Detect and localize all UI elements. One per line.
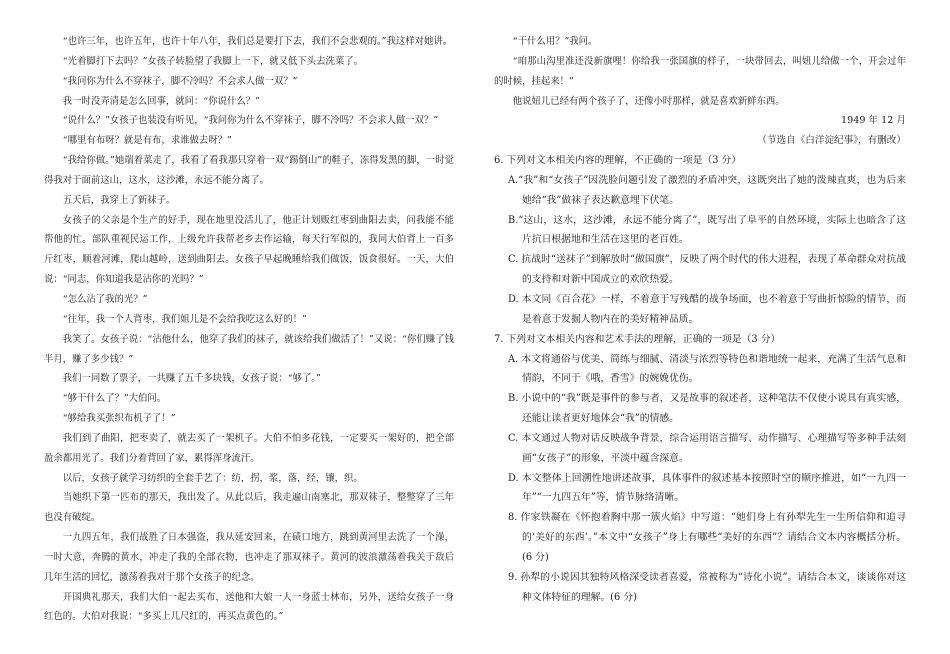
date-line: 1949 年 12 月 xyxy=(841,115,906,127)
option-c: C. 本文通过人物对话反映战争背景，综合运用语言描写、动作描写、心理描写等多种手法刻画“女孩子”的形象，平淡中蕴含深意。 xyxy=(508,432,906,464)
question-9 xyxy=(494,568,906,608)
story-paragraph: 以后，女孩子就学习纺织的全套手艺了：纺，拐，浆，落，经，镶，织。 xyxy=(62,472,363,484)
story-paragraph: 我一时没弄清是怎么回事，就问：“你说什么？” xyxy=(62,95,260,107)
story-paragraph: 我们到了曲阳，把枣卖了，就去买了一架机子。大伯不怕多花钱，一定要买一架好的，把全部盈余都用光了。我们分着背回了家，累得浑身流汗。 xyxy=(44,432,454,464)
right-column xyxy=(494,32,906,607)
story-paragraph: “够干什么了？”大伯问。 xyxy=(62,393,167,405)
story-paragraph: 开国典礼那天，我们大伯一起去买布，送他和大娘一人一身蓝士林布，另外，送给女孩子一身红色的。大伯对我说：“多买上几尺红的，再买点黄色的。” xyxy=(44,591,454,623)
option-d: D. 本文同《百合花》一样，不着意于写残酷的战争场面，也不着意于写曲折惊险的情节，而是着意于发掘人物内在的美好精神品质。 xyxy=(508,293,906,325)
story-paragraph: “哪里有布呀？就是有布，求谁做去呀？” xyxy=(62,135,232,147)
story-paragraph: “咱那山沟里准还没新旗哩！你给我一张国旗的样子，一块带回去，叫妞儿给做一个，开会过年的时候，挂起来！” xyxy=(494,55,906,87)
story-paragraph: “也许三年，也许五年，也许十年八年，我们总是要打下去，我们不会悲观的。”我这样对她讲。 xyxy=(62,36,453,47)
story-paragraph: “光着脚打下去吗？”女孩子转脸望了我脚上一下，就又低下头去洗菜了。 xyxy=(62,55,364,67)
story-paragraph: 五天后，我穿上了新袜子。 xyxy=(62,194,176,206)
story-paragraph: 我笑了。女孩子说：“沾他什么，他穿了我们的袜子，就该给我们做活了！”又说：“你们赚了钱半月，赚了多少钱？” xyxy=(44,333,454,365)
question-stem: 6. 下列对文本相关内容的理解，不正确的一项是（3 分） xyxy=(494,155,742,167)
source-line: （节选自《白洋淀纪事》，有删改） xyxy=(757,135,906,147)
story-paragraph: “往年，我一个人背枣，我们姐儿是不会给我吃这么好的！” xyxy=(62,313,307,325)
option-a: A.“我”和“女孩子”因洗脸问题引发了激烈的矛盾冲突，这既突出了她的泼辣直爽，也为后来她给“我”做袜子表达歉意埋下伏笔。 xyxy=(508,174,906,206)
option-b: B.“这山，这水，这沙滩，永远不能分离了”，既写出了阜平的自然环境，实际上也暗含了这片抗日根据地和生活在这里的老百姓。 xyxy=(508,214,906,246)
question-6 xyxy=(494,151,906,330)
story-paragraph: “干什么用？”我问。 xyxy=(512,36,598,47)
story-paragraph: 他说妞儿已经有两个孩子了，还像小时那样，就是喜欢新鲜东西。 xyxy=(512,95,785,107)
question-8 xyxy=(494,508,906,568)
question-stem: 8. 作家铁凝在《怀抱着胸中那一簇火焰》中写道：“她们身上有孙犁先生一生所信仰和追寻的‘美好的东西’。”本文中“女孩子”身上有哪些“美好的东西”？请结合文本内容概括分析。(6 分) xyxy=(508,512,906,563)
story-paragraph: “我给你做。”她端着菜走了，我看了看我那只穿着一双“踢倒山”的鞋子，冻得发黑的脚，一时觉得我对于面前这山，这水，这沙滩，永远不能分离了。 xyxy=(44,155,454,186)
option-b: B. 小说中的“我”既是事件的参与者，又是故事的叙述者，这种笔法不仅使小说具有真实感，还能让读者更好地体会“我”的情感。 xyxy=(508,393,906,425)
story-paragraph: 女孩子的父亲是个生产的好手，现在地里没活儿了，他正计划贩红枣到曲阳去卖，问我能不能帮他的忙。部队重视民运工作，上级允许我帮老乡去作运输，每天行军似的，我同大伯背上一百多斤红枣，顺着河滩，爬山越岭，送到曲阳去。女孩子早起晚睡给我们做饭，饭食很好。一天，大伯说：“同志，你知道我是沾你的光吗？” xyxy=(44,214,454,286)
option-a: A. 本文将通俗与优美、简练与细腻、清淡与浓烈等特色和谐地统一起来，充满了生活气息和情韵，不同于《哦，香雪》的婉娩优伤。 xyxy=(508,353,906,385)
story-continuation xyxy=(494,32,906,111)
question-stem: 7. 下列对文本相关内容和艺术手法的理解，正确的一项是（3 分） xyxy=(494,333,781,345)
story-paragraph: 一九四五年，我们战胜了日本强盗，我从延安回来，在碛口地方，跳到黄河里去洗了一个澡，一时大意，奔腾的黄水，冲走了我的全部衣物，也冲走了那双袜子。黄河的波浪激荡着我关于敌后几年生活的回忆，激荡着我对于那个女孩子的纪念。 xyxy=(44,532,454,583)
option-d: D. 本文整体上回溯性地讲述故事，具体事件的叙述基本按照时空的顺序推进，如“一九四一年”“一九四五年”等，情节脉络清晰。 xyxy=(508,472,906,504)
story-paragraph: “说什么？”女孩子也装没有听见，“我问你为什么不穿袜子，脚不冷吗？不会求人做一双？” xyxy=(62,115,439,127)
story-paragraph: 我们一同数了票子，一共赚了五千多块钱，女孩子说：“够了。” xyxy=(62,373,321,385)
story-paragraph: “够给我买张织布机子了！” xyxy=(62,413,176,425)
option-c: C. 抗战时“送袜子”到解放时“做国旗”，反映了两个时代的伟大进程，表现了革命群众对抗战的支持和对新中国成立的欢欣热爱。 xyxy=(508,254,906,286)
story-paragraph: 当她织下第一匹布的那天，我出发了。从此以后，我走遍山南塞北，那双袜子，整整穿了三年也没有破绽。 xyxy=(44,492,454,524)
question-7 xyxy=(494,330,906,509)
left-column xyxy=(44,32,454,627)
story-paragraph: “我问你为什么不穿袜子，脚不冷吗？不会求人做一双？” xyxy=(62,75,298,87)
story-paragraph: “怎么沾了我的光？” xyxy=(62,293,148,305)
question-stem: 9. 孙犁的小说因其独特风格深受读者喜爱，常被称为“诗化小说”。请结合本文，谈谈你对这种文体特征的理解。(6 分) xyxy=(508,571,906,603)
